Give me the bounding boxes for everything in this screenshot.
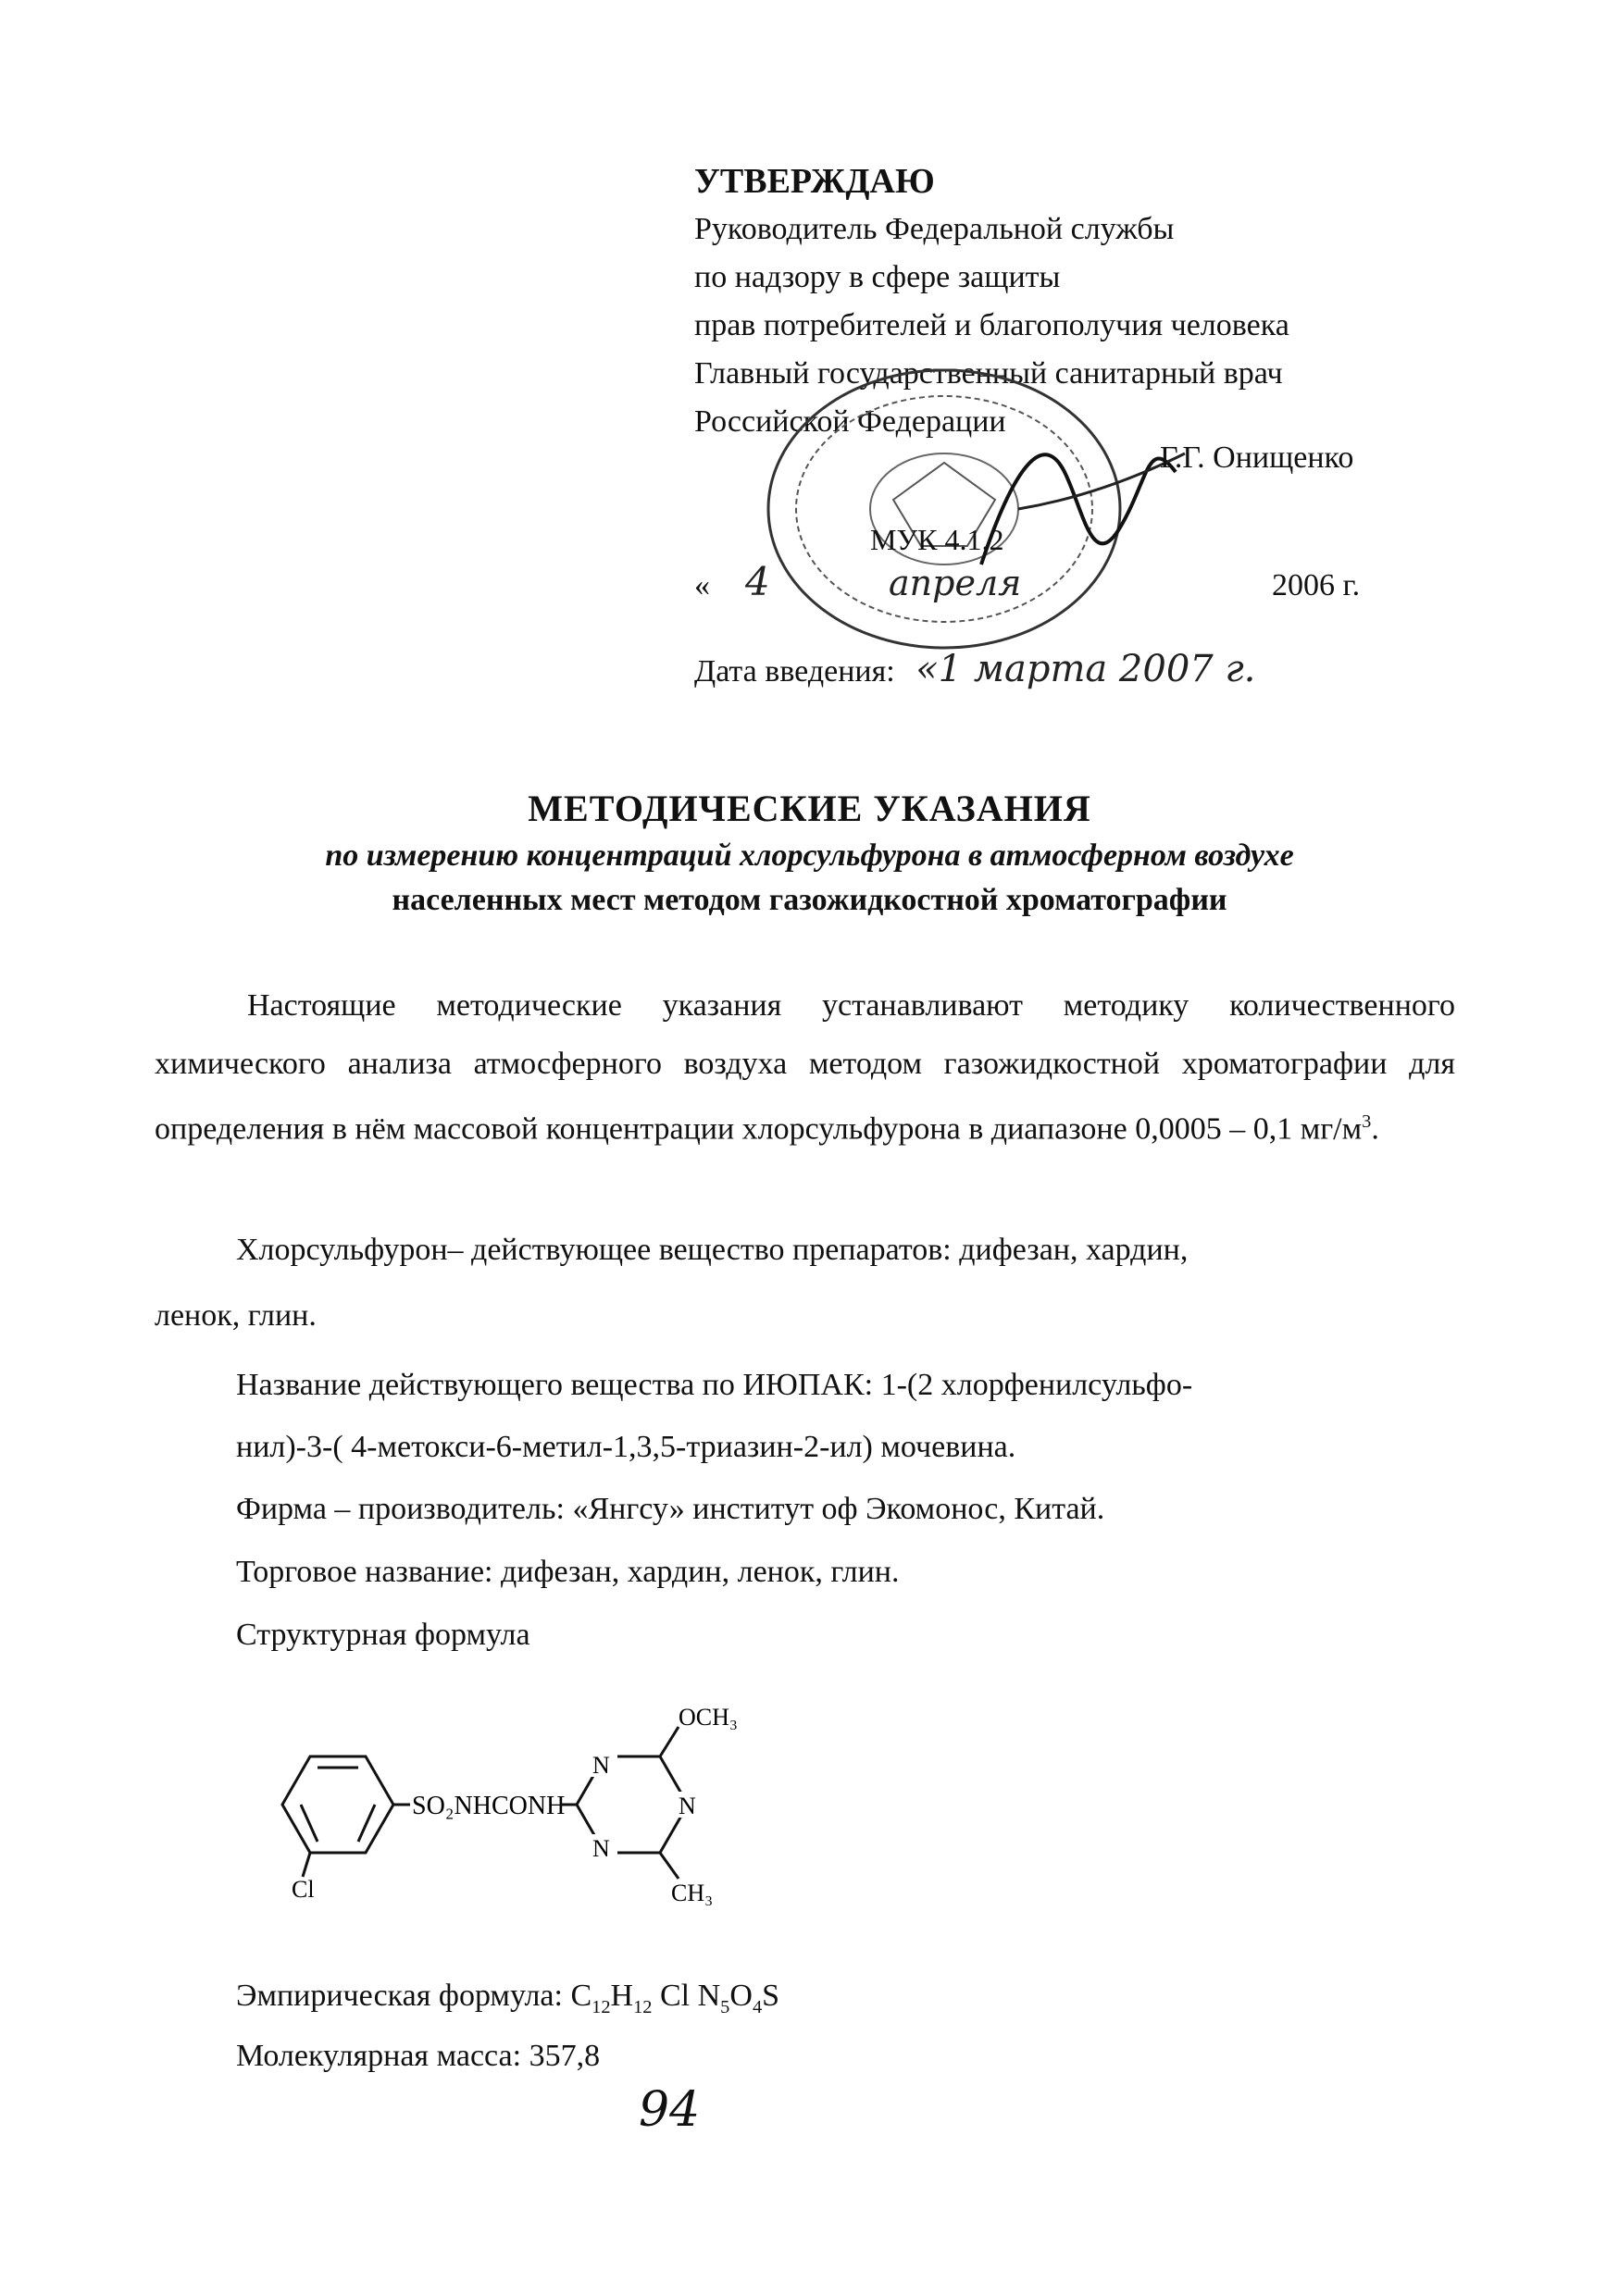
unit-superscript: 3 xyxy=(1362,1111,1372,1132)
date-open-quote: « xyxy=(694,568,710,602)
intro-date-label: Дата введения: xyxy=(694,654,895,689)
triazine-n-top: N xyxy=(592,1752,610,1779)
approval-line-5: Российской Федерации xyxy=(694,404,1006,439)
signer-name: Г.Г. Онищенко xyxy=(1160,441,1354,475)
empirical-h-count: 12 xyxy=(633,1996,653,2017)
document-subtitle-2: населенных мест методом газожидкостной хроматографии xyxy=(392,883,1227,917)
approval-line-2: по надзору в сфере защиты xyxy=(694,260,1061,294)
triazine-n-bottom: N xyxy=(592,1835,610,1862)
paragraph-active-line-1: Хлорсульфурон– действующее вещество препаратов: дифезан, хардин, xyxy=(236,1233,1189,1267)
paragraph-scope-text: Настоящие методические указания устанавливают методику количественного химического анализа атмосферного воздуха методом газожидкостной хроматографии для определения в нём массовой концентрации хлорсульфурона в диапазоне 0,0005 – 0,1 мг/м xyxy=(155,988,1455,1147)
paragraph-iupac-line-2: нил)-3-( 4-метокси-6-метил-1,3,5-триазин-2-ил) мочевина. xyxy=(236,1430,1016,1464)
paragraph-trade-name: Торговое название: дифезан, хардин, ленок, глин. xyxy=(236,1555,900,1589)
approval-line-3: прав потребителей и благополучия человека xyxy=(694,308,1289,342)
paragraph-manufacturer: Фирма – производитель: «Янгсу» институт оф Экомонос, Китай. xyxy=(236,1492,1105,1526)
methyl-label: CH₃ xyxy=(671,1880,714,1906)
date-day: 4 xyxy=(745,559,770,604)
approval-heading: УТВЕРЖДАЮ xyxy=(694,162,935,201)
paragraph-iupac-line-1: Название действующего вещества по ИЮПАК: 1-(2 хлорфенилсульфо- xyxy=(236,1368,1193,1402)
approval-line-4: Главный государственный санитарный врач xyxy=(694,356,1283,391)
triazine-n-right: N xyxy=(679,1793,696,1819)
empirical-h: H xyxy=(610,1979,634,2013)
empirical-o: O xyxy=(729,1979,753,2013)
document-title: МЕТОДИЧЕСКИЕ УКАЗАНИЯ xyxy=(528,788,1091,829)
date-month: апреля xyxy=(889,563,1022,603)
page-number: 94 xyxy=(639,2082,701,2138)
intro-date-row xyxy=(694,648,1255,690)
empirical-n-count: 5 xyxy=(720,1996,730,2017)
empirical-cl-n: Cl N xyxy=(652,1979,721,2013)
benzene-ring xyxy=(282,1756,393,1853)
document-mark: МУК 4.1.2 xyxy=(870,523,1004,556)
document-subtitle-1: по измерению концентраций хлорсульфурона в атмосферном воздухе xyxy=(325,838,1294,873)
sulfonylurea-link: SO₂NHCONH xyxy=(412,1792,566,1820)
empirical-formula-label: Эмпирическая формула: C xyxy=(236,1979,592,2013)
date-year: 2006 г. xyxy=(1272,568,1361,602)
methoxy-label: OCH₃ xyxy=(679,1704,738,1731)
intro-date-value: «1 марта 2007 г. xyxy=(915,648,1256,690)
empirical-o-count: 4 xyxy=(752,1996,763,2017)
molecular-mass: Молекулярная масса: 357,8 xyxy=(236,2039,601,2073)
empirical-formula xyxy=(236,1979,779,2018)
empirical-s: S xyxy=(762,1979,780,2013)
paragraph-scope xyxy=(155,976,1455,1158)
empirical-c-count: 12 xyxy=(592,1996,611,2017)
paragraph-structure-label: Структурная формула xyxy=(236,1618,530,1652)
paragraph-active-line-2: ленок, глин. xyxy=(155,1298,317,1333)
structural-formula xyxy=(236,1694,810,1906)
chlorine-label: Cl xyxy=(292,1876,315,1903)
paragraph-scope-end: . xyxy=(1371,1111,1379,1147)
approval-line-1: Руководитель Федеральной службы xyxy=(694,212,1175,246)
